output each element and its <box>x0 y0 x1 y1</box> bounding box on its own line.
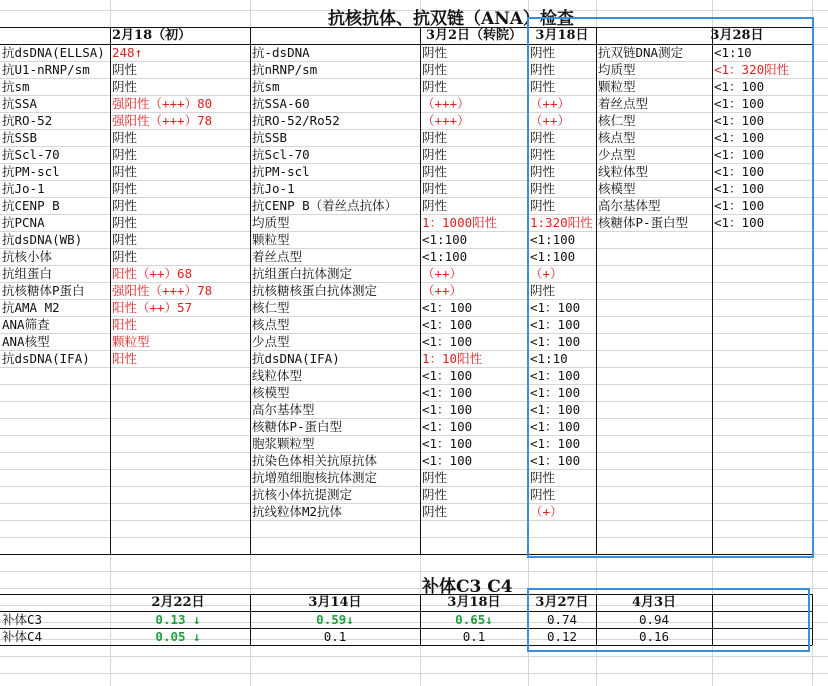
feb18-result[interactable]: 阳性 <box>112 317 138 332</box>
mar02-result[interactable]: 阴性 <box>422 79 448 94</box>
mar-test-name[interactable]: 少点型 <box>252 334 290 349</box>
mar-test-name[interactable]: 颗粒型 <box>252 232 290 247</box>
complement-value[interactable]: 0.1 <box>323 629 347 644</box>
mar18-result[interactable]: （+） <box>530 266 563 281</box>
feb18-test-name[interactable]: 抗PCNA <box>2 215 45 230</box>
mar02-result[interactable]: <1:100 <box>422 249 468 264</box>
mar02-result[interactable]: <1：100 <box>422 317 473 332</box>
feb18-result[interactable]: 阴性 <box>112 62 138 77</box>
complement-date-header[interactable]: 3月18日 <box>447 595 501 610</box>
mar02-result[interactable]: <1：100 <box>422 385 473 400</box>
mar18-result[interactable]: 1:320阳性 <box>530 215 593 230</box>
mar-test-name[interactable]: 抗SSA-60 <box>252 96 310 111</box>
header-mar18[interactable]: 3月18日 <box>535 28 589 43</box>
complement-value[interactable]: 0.74 <box>546 612 578 627</box>
mar02-result[interactable]: 阴性 <box>422 198 448 213</box>
feb18-test-name[interactable]: 抗dsDNA(WB) <box>2 232 83 247</box>
mar18-result[interactable]: <1:100 <box>530 249 576 264</box>
mar28-test-name[interactable]: 少点型 <box>598 147 636 162</box>
mar28-test-name[interactable]: 均质型 <box>598 62 636 77</box>
complement-value[interactable]: 0.65↓ <box>455 612 493 627</box>
feb18-result[interactable]: 强阳性（+++）78 <box>112 113 213 128</box>
mar02-result[interactable]: <1：100 <box>422 402 473 417</box>
mar02-result[interactable]: 1：10阳性 <box>422 351 483 366</box>
mar18-result[interactable]: <1：100 <box>530 419 581 434</box>
mar18-result[interactable]: <1：100 <box>530 385 581 400</box>
mar18-result[interactable]: 阴性 <box>530 147 556 162</box>
mar-test-name[interactable]: 均质型 <box>252 215 290 230</box>
mar02-result[interactable]: 阴性 <box>422 504 448 519</box>
mar28-result[interactable]: <1：100 <box>714 181 765 196</box>
mar-test-name[interactable]: 抗CENP B（着丝点抗体） <box>252 198 398 213</box>
feb18-test-name[interactable]: ANA核型 <box>2 334 50 349</box>
mar-test-name[interactable]: 核点型 <box>252 317 290 332</box>
feb18-test-name[interactable]: 抗Scl-70 <box>2 147 60 162</box>
mar-test-name[interactable]: 抗dsDNA(IFA) <box>252 351 340 366</box>
selection-box-ana <box>527 17 814 558</box>
feb18-result[interactable]: 颗粒型 <box>112 334 150 349</box>
mar28-test-name[interactable]: 颗粒型 <box>598 79 636 94</box>
mar28-result[interactable]: <1：100 <box>714 113 765 128</box>
mar02-result[interactable]: （+++） <box>422 96 470 111</box>
feb18-result[interactable]: 阴性 <box>112 79 138 94</box>
mar28-result[interactable]: <1：100 <box>714 130 765 145</box>
complement-value[interactable]: 0.13 ↓ <box>155 612 201 627</box>
mar18-result[interactable]: <1:100 <box>530 232 576 247</box>
header-feb18[interactable]: 2月18（初） <box>112 28 192 43</box>
feb18-test-name[interactable]: 抗RO-52 <box>2 113 53 128</box>
mar-test-name[interactable]: 核模型 <box>252 385 290 400</box>
feb18-test-name[interactable]: 抗dsDNA(IFA) <box>2 351 90 366</box>
complement-value[interactable]: 0.05 ↓ <box>155 629 201 644</box>
mar28-result[interactable]: <1：100 <box>714 96 765 111</box>
feb18-result[interactable]: 强阳性（+++）80 <box>112 96 213 111</box>
mar-test-name[interactable]: 抗Jo-1 <box>252 181 295 196</box>
mar02-result[interactable]: 阴性 <box>422 487 448 502</box>
complement-date-header[interactable]: 4月3日 <box>631 595 677 610</box>
feb18-test-name[interactable]: 抗sm <box>2 79 30 94</box>
mar02-result[interactable]: <1：100 <box>422 334 473 349</box>
mar-test-name[interactable]: 着丝点型 <box>252 249 303 264</box>
complement-date-header[interactable]: 3月27日 <box>535 595 589 610</box>
mar18-result[interactable]: 阴性 <box>530 181 556 196</box>
mar02-result[interactable]: （++） <box>422 266 463 281</box>
feb18-result[interactable]: 阳性（++）68 <box>112 266 193 281</box>
feb18-result[interactable]: 阴性 <box>112 181 138 196</box>
feb18-result[interactable]: 阳性（++）57 <box>112 300 193 315</box>
mar18-result[interactable]: 阴性 <box>530 45 556 60</box>
mar-test-name[interactable]: 高尔基体型 <box>252 402 315 417</box>
feb18-test-name[interactable]: 抗AMA M2 <box>2 300 60 315</box>
mar-test-name[interactable]: 抗SSB <box>252 130 288 145</box>
mar18-result[interactable]: 阴性 <box>530 470 556 485</box>
feb18-result[interactable]: 阳性 <box>112 351 138 366</box>
mar28-result[interactable]: <1：100 <box>714 164 765 179</box>
mar02-result[interactable]: <1：100 <box>422 453 473 468</box>
feb18-result[interactable]: 阴性 <box>112 130 138 145</box>
complement-title: 补体C3 C4 <box>422 577 513 597</box>
mar18-result[interactable]: 阴性 <box>530 130 556 145</box>
mar18-result[interactable]: <1：100 <box>530 334 581 349</box>
mar28-test-name[interactable]: 高尔基体型 <box>598 198 661 213</box>
mar02-result[interactable]: 阴性 <box>422 147 448 162</box>
feb18-result[interactable]: 248↑ <box>112 45 143 60</box>
complement-row-label[interactable]: 补体C4 <box>2 629 43 644</box>
mar28-result[interactable]: <1：100 <box>714 79 765 94</box>
header-mar02[interactable]: 3月2日（转院） <box>425 28 523 43</box>
header-mar28[interactable]: 3月28日 <box>710 28 764 43</box>
mar28-test-name[interactable]: 核点型 <box>598 130 636 145</box>
feb18-result[interactable]: 阴性 <box>112 232 138 247</box>
mar28-test-name[interactable]: 着丝点型 <box>598 96 649 111</box>
mar18-result[interactable]: <1：100 <box>530 402 581 417</box>
mar02-result[interactable]: （++） <box>422 283 463 298</box>
mar-test-name[interactable]: 抗RO-52/Ro52 <box>252 113 340 128</box>
feb18-test-name[interactable]: 抗组蛋白 <box>2 266 53 281</box>
mar18-result[interactable]: （+） <box>530 504 563 519</box>
feb18-test-name[interactable]: 抗核小体 <box>2 249 53 264</box>
feb18-result[interactable]: 阴性 <box>112 147 138 162</box>
mar18-result[interactable]: 阴性 <box>530 487 556 502</box>
mar28-test-name[interactable]: 抗双链DNA测定 <box>598 45 684 60</box>
mar18-result[interactable]: 阴性 <box>530 283 556 298</box>
mar02-result[interactable]: 阴性 <box>422 181 448 196</box>
mar-test-name[interactable]: 抗nRNP/sm <box>252 62 318 77</box>
mar-test-name[interactable]: 抗线粒体M2抗体 <box>252 504 343 519</box>
mar-test-name[interactable]: 抗PM-scl <box>252 164 310 179</box>
mar18-result[interactable]: 阴性 <box>530 79 556 94</box>
complement-value[interactable]: 0.1 <box>462 629 486 644</box>
mar-test-name[interactable]: 抗核糖核蛋白抗体测定 <box>252 283 378 298</box>
mar28-result[interactable]: <1：100 <box>714 215 765 230</box>
complement-date-header[interactable]: 3月14日 <box>308 595 362 610</box>
mar28-test-name[interactable]: 线粒体型 <box>598 164 649 179</box>
mar-test-name[interactable]: 抗Scl-70 <box>252 147 310 162</box>
mar18-result[interactable]: <1：100 <box>530 368 581 383</box>
mar28-result[interactable]: <1：100 <box>714 147 765 162</box>
mar28-test-name[interactable]: 核模型 <box>598 181 636 196</box>
mar28-result[interactable]: <1：100 <box>714 198 765 213</box>
mar-test-name[interactable]: 抗核小体抗提测定 <box>252 487 353 502</box>
selection-box-complement <box>527 588 810 652</box>
mar02-result[interactable]: 1：1000阳性 <box>422 215 498 230</box>
mar28-test-name[interactable]: 核仁型 <box>598 113 636 128</box>
mar-test-name[interactable]: 抗sm <box>252 79 280 94</box>
mar-test-name[interactable]: 抗增殖细胞核抗体测定 <box>252 470 378 485</box>
mar-test-name[interactable]: 线粒体型 <box>252 368 303 383</box>
ana-title: 抗核抗体、抗双链（ANA）检查 <box>328 9 574 29</box>
mar18-result[interactable]: <1：100 <box>530 317 581 332</box>
feb18-test-name[interactable]: ANA筛查 <box>2 317 50 332</box>
feb18-test-name[interactable]: 抗dsDNA(ELLSA) <box>2 45 105 60</box>
feb18-test-name[interactable]: 抗PM-scl <box>2 164 60 179</box>
feb18-result[interactable]: 阴性 <box>112 249 138 264</box>
mar02-result[interactable]: 阴性 <box>422 45 448 60</box>
mar02-result[interactable]: 阴性 <box>422 470 448 485</box>
mar02-result[interactable]: <1：100 <box>422 300 473 315</box>
complement-date-header[interactable]: 2月22日 <box>151 595 205 610</box>
mar02-result[interactable]: 阴性 <box>422 130 448 145</box>
feb18-test-name[interactable]: 抗Jo-1 <box>2 181 45 196</box>
mar28-result[interactable]: <1:10 <box>714 45 752 60</box>
mar02-result[interactable]: <1:100 <box>422 232 468 247</box>
mar18-result[interactable]: （++） <box>530 113 571 128</box>
mar02-result[interactable]: <1：100 <box>422 436 473 451</box>
mar-test-name[interactable]: 核糖体P-蛋白型 <box>252 419 343 434</box>
mar02-result[interactable]: <1：100 <box>422 368 473 383</box>
complement-value[interactable]: 0.59↓ <box>316 612 354 627</box>
mar18-result[interactable]: 阴性 <box>530 164 556 179</box>
mar02-result[interactable]: 阴性 <box>422 62 448 77</box>
complement-value[interactable]: 0.12 <box>546 629 578 644</box>
mar18-result[interactable]: <1：100 <box>530 453 581 468</box>
feb18-test-name[interactable]: 抗SSA <box>2 96 38 111</box>
feb18-test-name[interactable]: 抗U1-nRNP/sm <box>2 62 90 77</box>
mar18-result[interactable]: <1：100 <box>530 436 581 451</box>
mar02-result[interactable]: <1：100 <box>422 419 473 434</box>
mar18-result[interactable]: （++） <box>530 96 571 111</box>
feb18-result[interactable]: 阴性 <box>112 164 138 179</box>
mar18-result[interactable]: 阴性 <box>530 62 556 77</box>
mar28-result[interactable]: <1：320阳性 <box>714 62 790 77</box>
mar18-result[interactable]: 阴性 <box>530 198 556 213</box>
feb18-result[interactable]: 阴性 <box>112 198 138 213</box>
mar02-result[interactable]: （+++） <box>422 113 470 128</box>
complement-row-label[interactable]: 补体C3 <box>2 612 43 627</box>
mar02-result[interactable]: 阴性 <box>422 164 448 179</box>
mar-test-name[interactable]: 抗染色体相关抗原抗体 <box>252 453 378 468</box>
mar18-result[interactable]: <1:10 <box>530 351 568 366</box>
mar-test-name[interactable]: 抗组蛋白抗体测定 <box>252 266 353 281</box>
mar-test-name[interactable]: 核仁型 <box>252 300 290 315</box>
feb18-test-name[interactable]: 抗CENP B <box>2 198 60 213</box>
mar18-result[interactable]: <1：100 <box>530 300 581 315</box>
feb18-test-name[interactable]: 抗核糖体P蛋白 <box>2 283 85 298</box>
mar-test-name[interactable]: 胞浆颗粒型 <box>252 436 315 451</box>
complement-value[interactable]: 0.94 <box>638 612 670 627</box>
mar-test-name[interactable]: 抗-dsDNA <box>252 45 310 60</box>
complement-value[interactable]: 0.16 <box>638 629 670 644</box>
feb18-result[interactable]: 阴性 <box>112 215 138 230</box>
feb18-test-name[interactable]: 抗SSB <box>2 130 38 145</box>
mar28-test-name[interactable]: 核糖体P-蛋白型 <box>598 215 689 230</box>
feb18-result[interactable]: 强阳性（+++）78 <box>112 283 213 298</box>
